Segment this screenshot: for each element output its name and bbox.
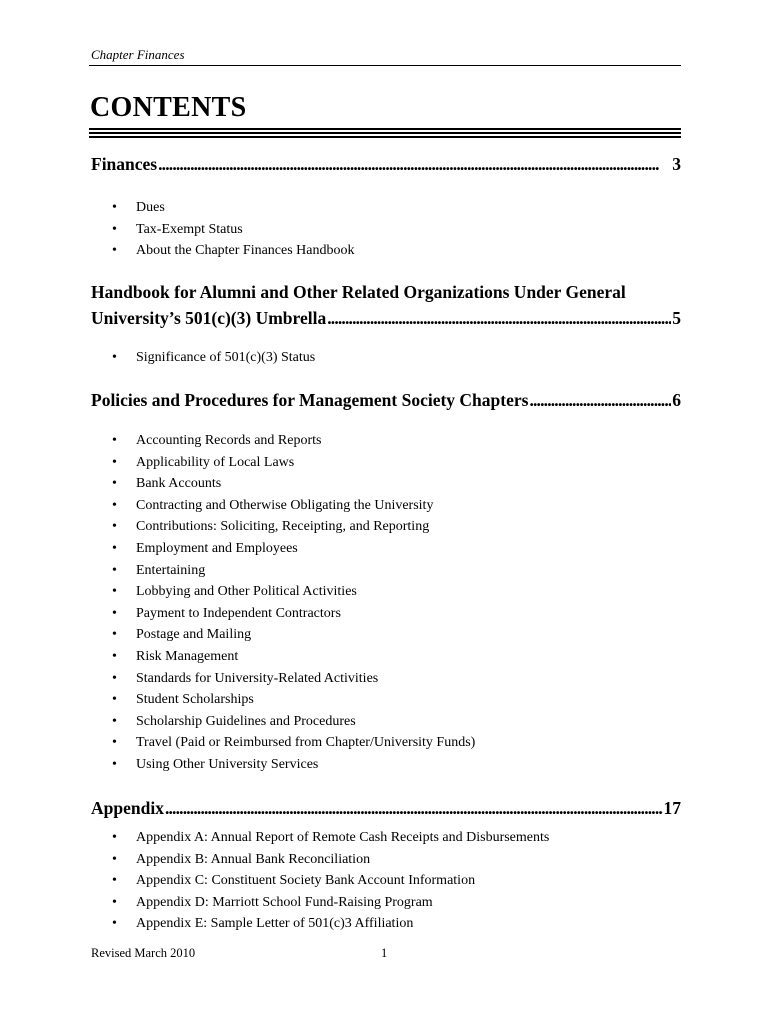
toc-entry-title: Appendix	[91, 798, 164, 818]
list-item: • Applicability of Local Laws	[112, 452, 475, 474]
list-item: • Scholarship Guidelines and Procedures	[112, 711, 475, 733]
toc-entry-title: Policies and Procedures for Management Society Chapters	[91, 390, 529, 410]
list-item: • Using Other University Services	[112, 754, 475, 776]
list-item: • Contracting and Otherwise Obligating the University	[112, 495, 475, 517]
list-item: • Dues	[112, 197, 355, 219]
list-item: • Payment to Independent Contractors	[112, 603, 475, 625]
list-item: • Risk Management	[112, 646, 475, 668]
list-item: • Significance of 501(c)(3) Status	[112, 347, 315, 369]
toc-entry-appendix[interactable]	[91, 797, 681, 819]
toc-entry-handbook[interactable]	[91, 307, 681, 329]
appendix-subtopics	[112, 827, 549, 935]
footer-revised-date: Revised March 2010	[91, 946, 196, 960]
rule-line	[89, 136, 681, 138]
toc-entry-policies[interactable]	[91, 389, 681, 411]
handbook-subtopics	[112, 347, 315, 369]
toc-entry-page: 6	[672, 390, 681, 410]
list-item: • Tax-Exempt Status	[112, 219, 355, 241]
finances-subtopics	[112, 197, 355, 262]
list-item: • Appendix E: Sample Letter of 501(c)3 Affiliation	[112, 913, 549, 935]
running-header-title: Chapter Finances	[91, 47, 185, 62]
toc-leader-dots	[158, 153, 671, 175]
toc-entry-page: 3	[672, 154, 681, 174]
list-item: • Travel (Paid or Reimbursed from Chapter/University Funds)	[112, 732, 475, 754]
toc-leader-dots	[165, 797, 663, 819]
list-item: • About the Chapter Finances Handbook	[112, 240, 355, 262]
list-item: • Standards for University-Related Activities	[112, 668, 475, 690]
header-rule	[89, 65, 681, 66]
toc-entry-page: 17	[663, 798, 681, 818]
list-item: • Appendix C: Constituent Society Bank Account Information	[112, 870, 549, 892]
list-item: • Accounting Records and Reports	[112, 430, 475, 452]
list-item: • Student Scholarships	[112, 689, 475, 711]
toc-entry-title: Finances	[91, 154, 158, 174]
toc-entry-title: University’s 501(c)(3) Umbrella	[91, 308, 327, 328]
list-item: • Appendix A: Annual Report of Remote Cash Receipts and Disbursements	[112, 827, 549, 849]
toc-entry-handbook-line1: Handbook for Alumni and Other Related Organizations Under General	[91, 282, 626, 302]
list-item: • Appendix B: Annual Bank Reconciliation	[112, 849, 549, 871]
list-item: • Bank Accounts	[112, 473, 475, 495]
list-item: • Lobbying and Other Political Activities	[112, 581, 475, 603]
toc-leader-dots	[327, 307, 671, 329]
rule-line	[89, 128, 681, 130]
rule-line	[89, 132, 681, 134]
toc-leader-dots	[529, 389, 671, 411]
list-item: • Postage and Mailing	[112, 624, 475, 646]
toc-entry-page: 5	[672, 308, 681, 328]
list-item: • Employment and Employees	[112, 538, 475, 560]
list-item: • Appendix D: Marriott School Fund-Raising Program	[112, 892, 549, 914]
contents-heading: CONTENTS	[90, 92, 247, 123]
policies-subtopics	[112, 430, 475, 776]
list-item: • Entertaining	[112, 560, 475, 582]
toc-entry-finances[interactable]	[91, 153, 681, 175]
list-item: • Contributions: Soliciting, Receipting, and Reporting	[112, 516, 475, 538]
footer-page-number: 1	[381, 946, 388, 960]
